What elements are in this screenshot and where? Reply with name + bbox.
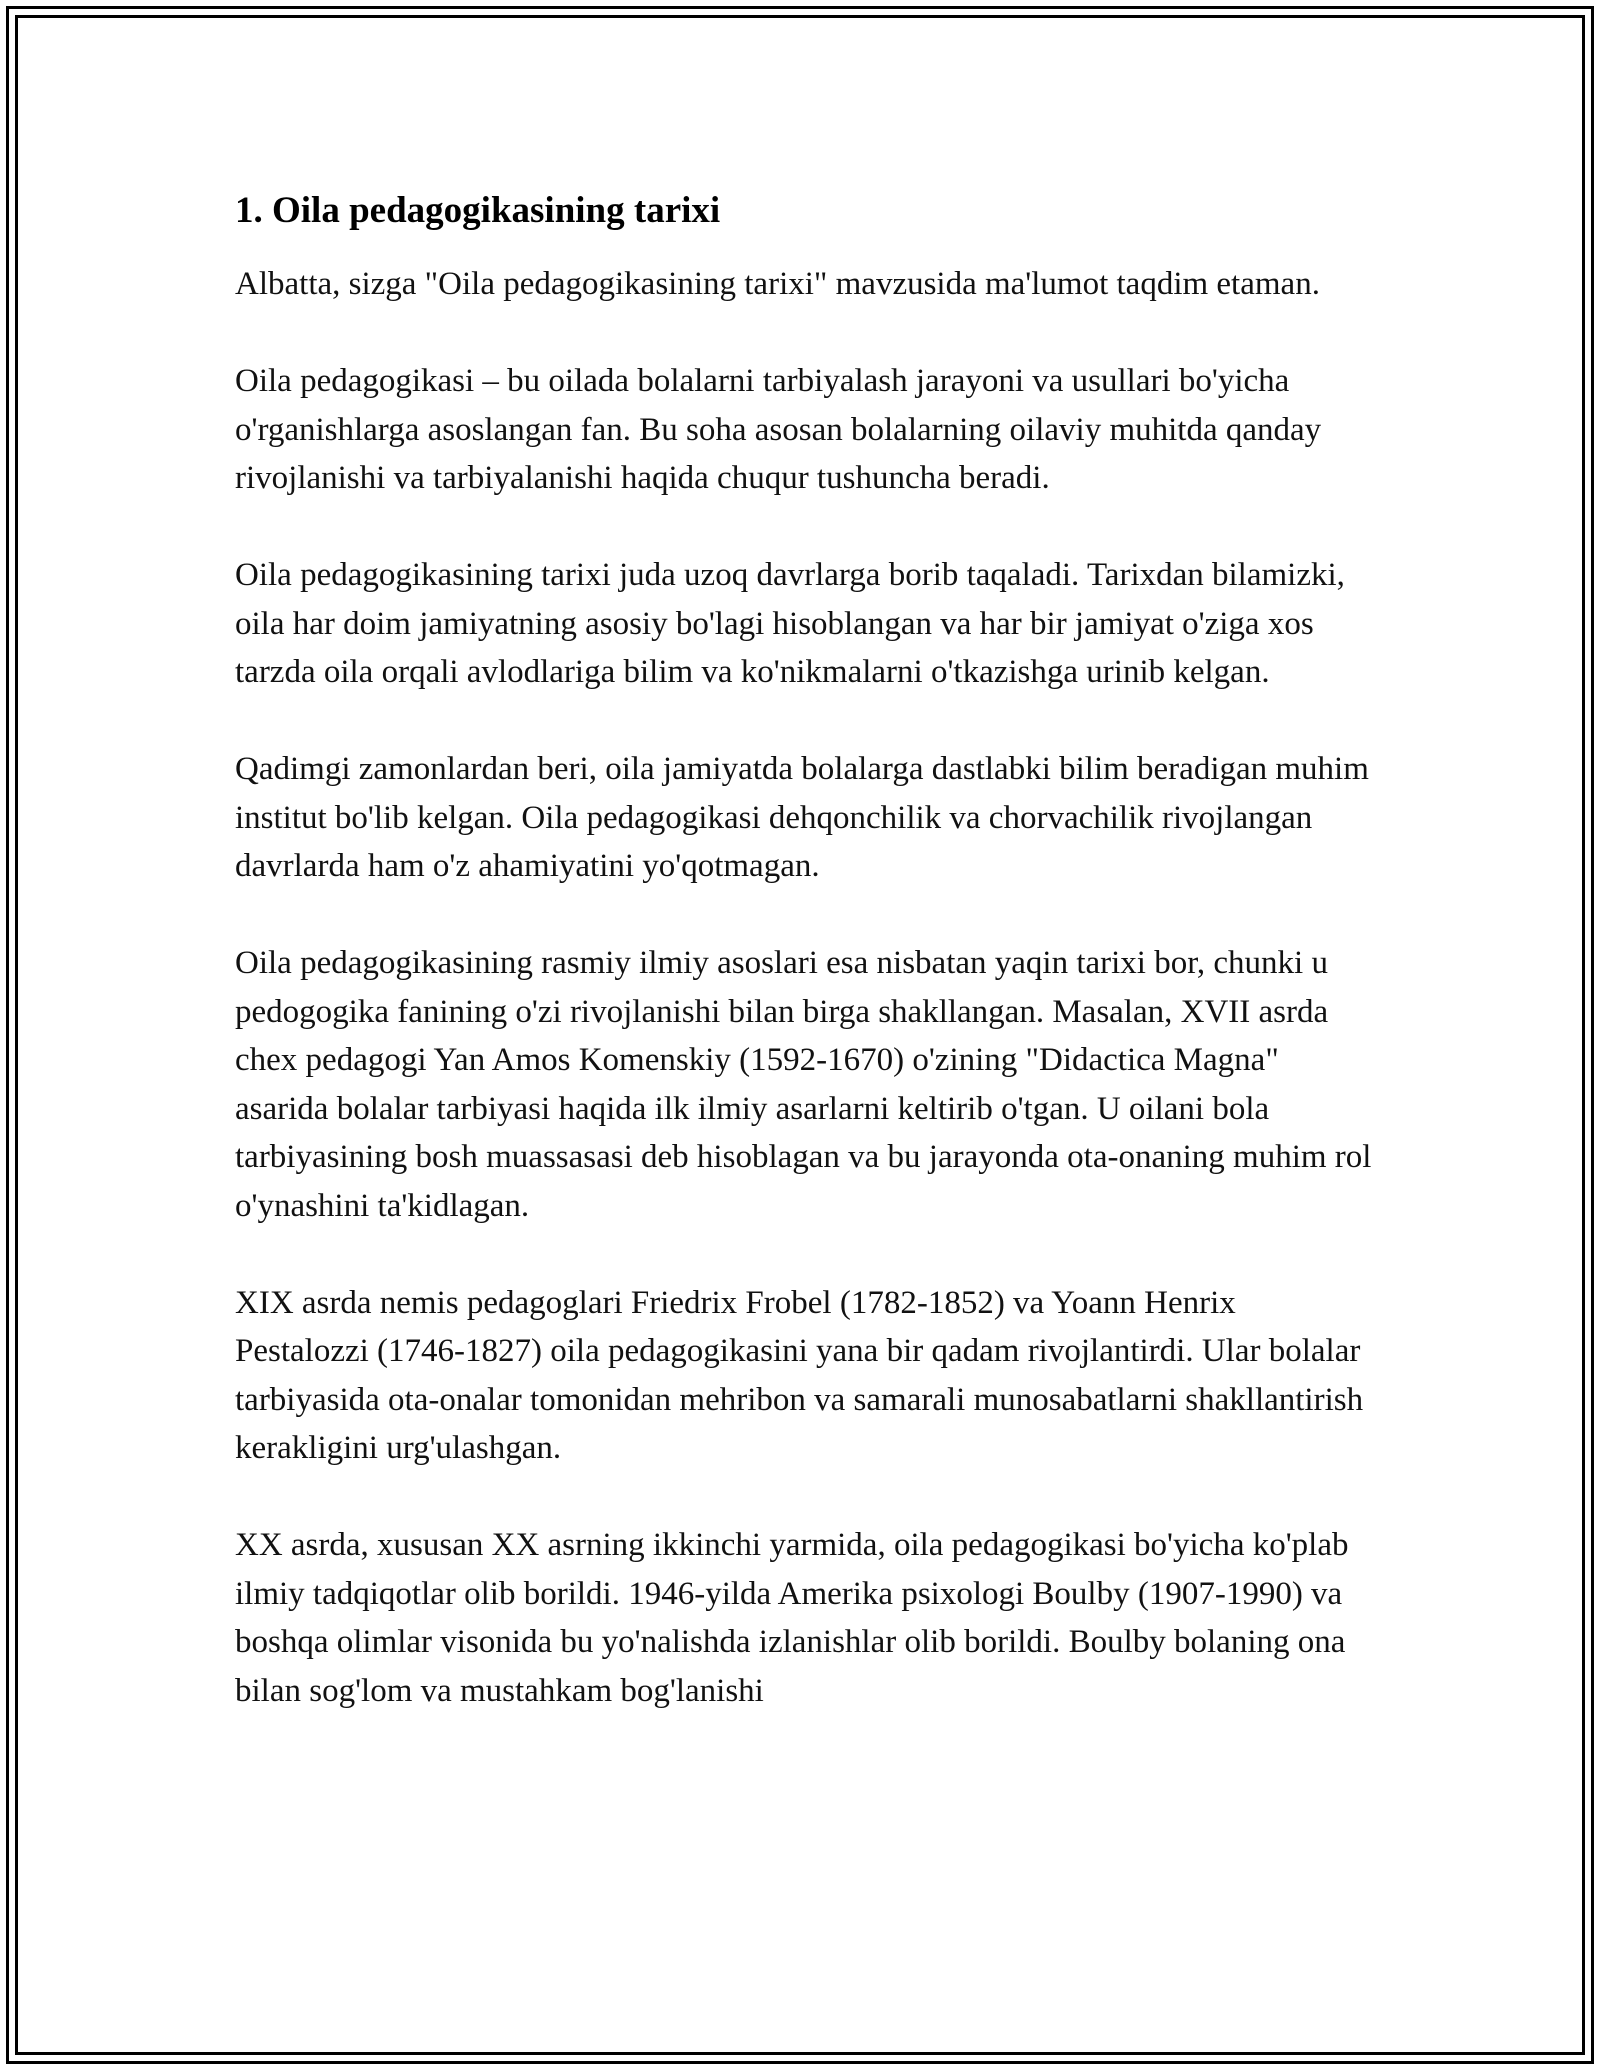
document-body — [235, 188, 1375, 1764]
paragraph-history: Oila pedagogikasining tarixi juda uzoq davrlarga borib taqaladi. Tarixdan bilamizki, oila har doim jamiyatning asosiy bo'lagi hisoblangan va har bir jamiyat o'ziga xos tarzda oila orqali avlodlariga bilim va ko'nikmalarni o'tkazishga urinib kelgan. — [235, 557, 1345, 690]
section-heading: 1. Oila pedagogikasining tarixi — [235, 190, 721, 231]
paragraph-nineteenth-century: XIX asrda nemis pedagoglari Friedrix Frobel (1782-1852) va Yoann Henrix Pestalozzi (1746-1827) oila pedagogikasini yana bir qadam rivojlantirdi. Ular bolalar tarbiyasida ota-onalar tomonidan mehribon va samarali munosabatlarni shakllantirish kerakligini urg'ulashgan. — [235, 1284, 1364, 1466]
paragraph-ancient-times: Qadimgi zamonlardan beri, oila jamiyatda bolalarga dastlabki bilim beradigan muhim institut bo'lib kelgan. Oila pedagogikasi dehqonchilik va chorvachilik rivojlangan davrlarda ham o'z ahamiyatini yo'qotmagan. — [235, 751, 1369, 884]
paragraph-intro: Albatta, sizga "Oila pedagogikasining tarixi" mavzusida ma'lumot taqdim etaman. — [235, 266, 1320, 302]
paragraph-scientific-basis: Oila pedagogikasining rasmiy ilmiy asoslari esa nisbatan yaqin tarixi bor, chunki u pedogogika fanining o'zi rivojlanishi bilan birga shakllangan. Masalan, XVII asrda chex pedagogi Yan Amos Komenskiy (1592-1670) o'zining "Didactica Magna" asarida bolalar tarbiyasi haqida ilk ilmiy asarlarni keltirib o'tgan. U oilani bola tarbiyasining bosh muassasasi deb hisoblagan va bu jarayonda ota-onaning muhim rol o'ynashini ta'kidlagan. — [235, 945, 1372, 1224]
paragraph-twentieth-century: XX asrda, xususan XX asrning ikkinchi yarmida, oila pedagogikasi bo'yicha ko'plab ilmiy tadqiqotlar olib borildi. 1946-yilda Amerika psixologi Boulby (1907-1990) va boshqa olimlar visonida bu yo'nalishda izlanishlar olib borildi. Boulby bolaning ona bilan sog'lom va mustahkam bog'lanishi — [235, 1527, 1349, 1709]
paragraph-definition: Oila pedagogikasi – bu oilada bolalarni tarbiyalash jarayoni va usullari bo'yicha o'rganishlarga asoslangan fan. Bu soha asosan bolalarning oilaviy muhitda qanday rivojlanishi va tarbiyalanishi haqida chuqur tushuncha beradi. — [235, 363, 1322, 496]
